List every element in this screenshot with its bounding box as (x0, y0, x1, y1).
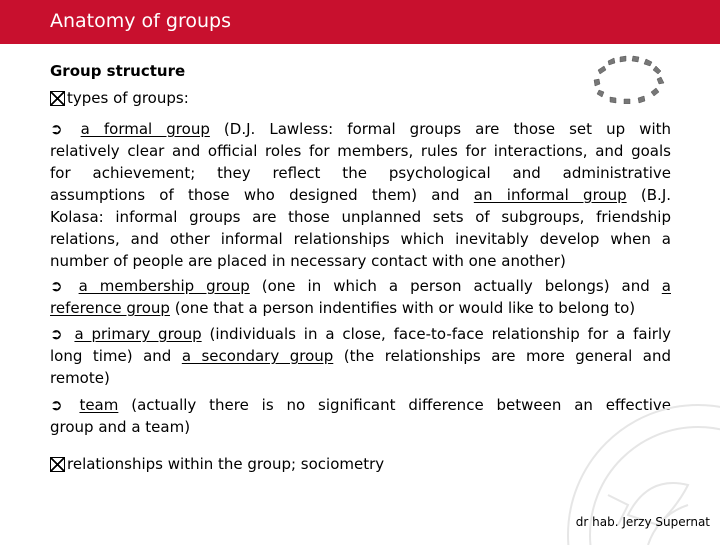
bullet-relationships (50, 454, 384, 474)
text-line: relatively clear and official roles for members, rules for interactions, and goals (50, 142, 671, 160)
term-primary-group: a primary group (74, 325, 202, 343)
paragraph-membership-reference (50, 275, 671, 319)
bullet-text: types of groups: (67, 89, 189, 107)
text-span: long time) and (50, 347, 182, 365)
text-line (50, 345, 671, 367)
text-line: group and a team) (50, 418, 191, 436)
text-span: (actually there is no significant difference between an effective (118, 396, 671, 414)
term-informal-group: an informal group (473, 186, 627, 204)
term-reference-group: reference group (50, 299, 170, 317)
arrow-bullet-icon: ➲ (50, 396, 63, 414)
text-line (50, 323, 671, 345)
term-team: team (79, 396, 119, 414)
text-line (50, 184, 671, 206)
text-span: (one in which a person actually belongs) and (249, 277, 662, 295)
section-heading: Group structure (50, 62, 186, 80)
text-line (50, 297, 671, 319)
text-line: relations, and other informal relationships which inevitably develop when a (50, 230, 671, 248)
arrow-bullet-icon: ➲ (50, 325, 63, 343)
term-secondary-group: a secondary group (181, 347, 334, 365)
checkbox-x-icon (50, 457, 65, 472)
slide-title: Anatomy of groups (50, 10, 231, 32)
term-a: a (661, 277, 671, 295)
paragraph-primary-secondary (50, 323, 671, 389)
term-membership-group: a membership group (78, 277, 250, 295)
text-line (50, 275, 671, 297)
text-span: (one that a person indentifies with or would like to belong to) (169, 299, 636, 317)
checkbox-x-icon (50, 91, 65, 106)
text-line: remote) (50, 369, 110, 387)
bullet-types (50, 88, 189, 108)
arrow-ring-logo-icon (590, 52, 672, 104)
bullet-text: relationships within the group; sociometry (67, 455, 385, 473)
author-credit: dr hab. Jerzy Supernat (575, 515, 710, 529)
text-span: (D.J. Lawless: formal groups are those set up with (209, 120, 671, 138)
text-span: (the relationships are more general and (333, 347, 672, 365)
text-span: assumptions of those who designed them) and (50, 186, 474, 204)
text-line: number of people are placed in necessary contact with one another) (50, 252, 566, 270)
text-span: (individuals in a close, face-to-face relationship for a fairly (201, 325, 671, 343)
text-line: for achievement; they reflect the psychological and administrative (50, 164, 671, 182)
arrow-bullet-icon: ➲ (50, 120, 63, 138)
text-line: Kolasa: informal groups are those unplanned sets of subgroups, friendship (50, 208, 671, 226)
text-line (50, 118, 671, 140)
paragraph-formal-informal (50, 118, 671, 272)
term-formal-group: a formal group (80, 120, 210, 138)
arrow-bullet-icon: ➲ (50, 277, 63, 295)
text-span: (B.J. (626, 186, 672, 204)
